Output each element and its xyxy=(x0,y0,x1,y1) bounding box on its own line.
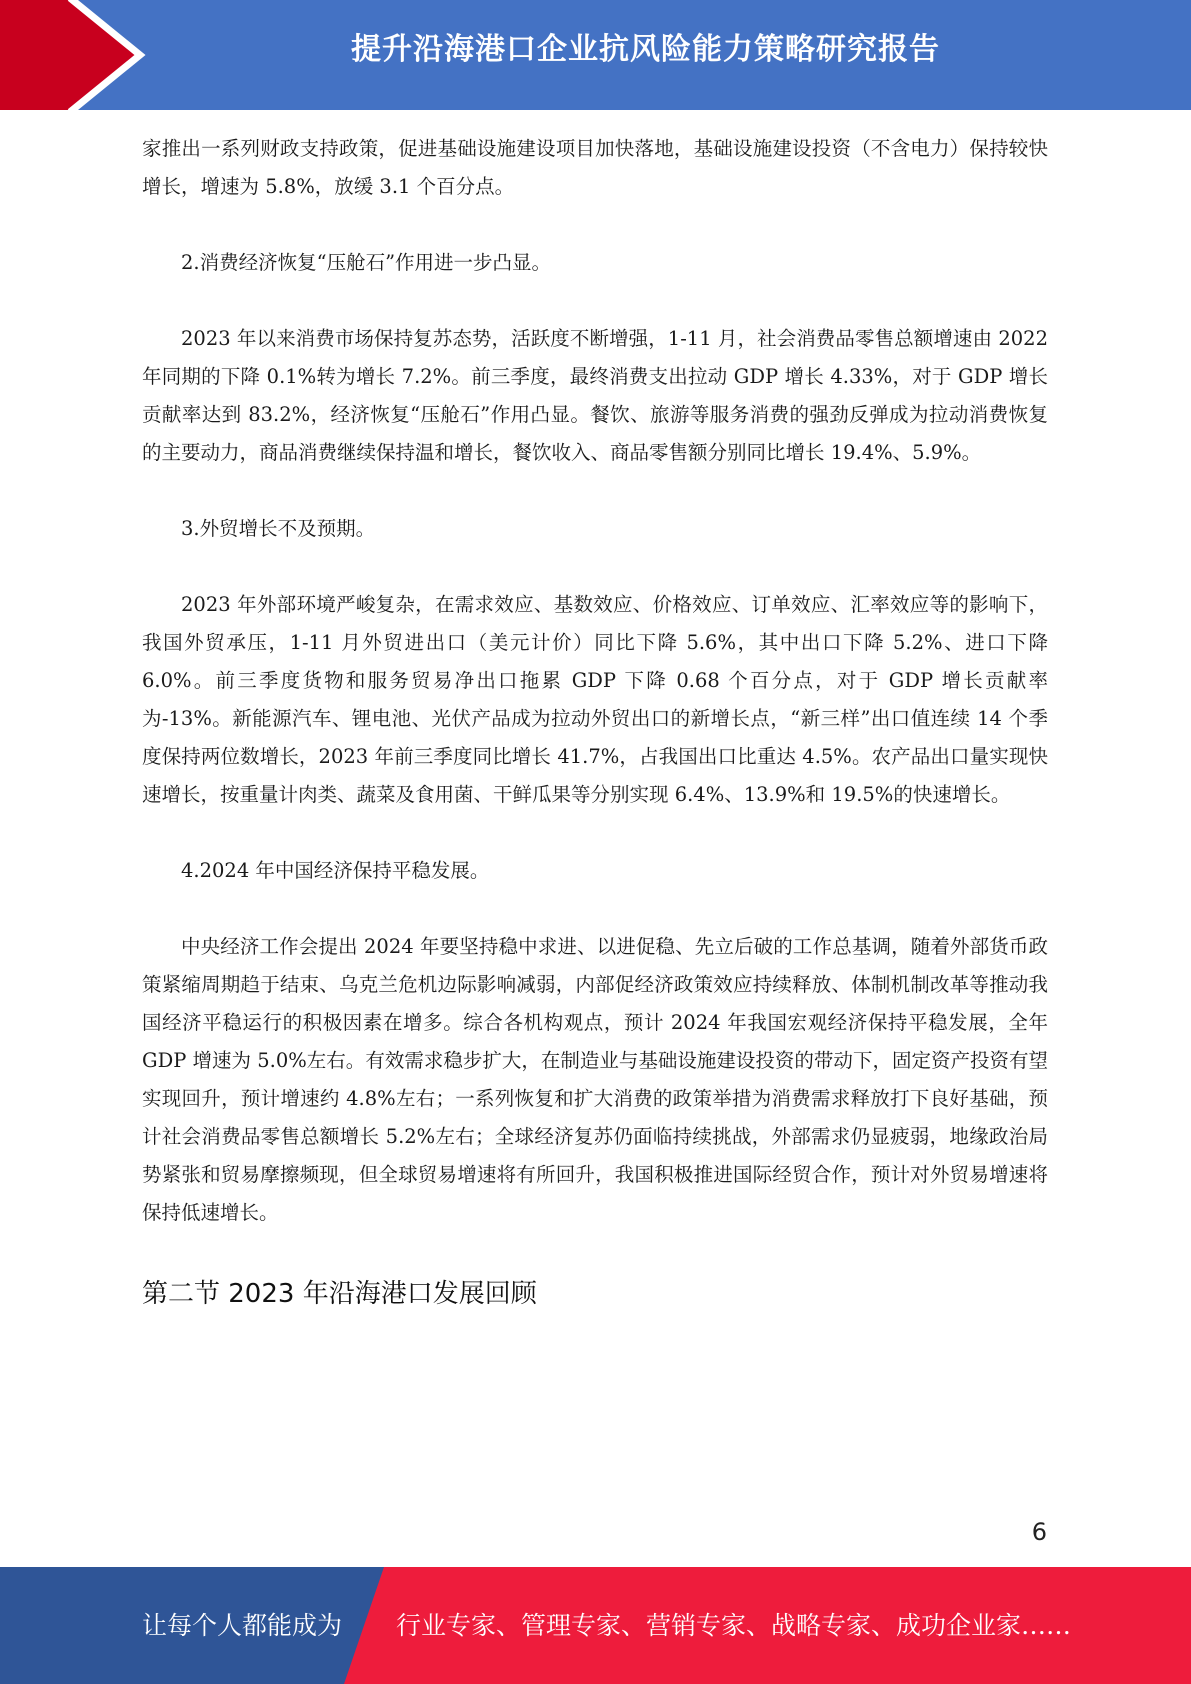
item-heading-consumption: 2.消费经济恢复“压舱石”作用进一步凸显。 xyxy=(181,251,552,274)
spacer xyxy=(142,282,1048,320)
spacer xyxy=(142,814,1048,852)
paragraph-foreign-trade: 2023 年外部环境严峻复杂，在需求效应、基数效应、价格效应、订单效应、汇率效应等的影响下，我国外贸承压，1-11 月外贸进出口（美元计价）同比下降 5.6%，其中出口下降 5.2%、进口下降 6.0%。前三季度货物和服务贸易净出口拖累 GDP 下降 0.68 个百分点，对于 GDP 增长贡献率为-13%。新能源汽车、锂电池、光伏产品成为拉动外贸出口的新增长点，“新三样”出口值连续 14 个季度保持两位数增长，2023 年前三季度同比增长 41.7%，占我国出口比重达 4.5%。农产品出口量实现快速增长，按重量计肉类、蔬菜及食用菌、干鲜瓜果等分别实现 6.4%、13.9%和 19.5%的快速增长。 xyxy=(142,593,1048,806)
paragraph-infrastructure-continued: 家推出一系列财政支持政策，促进基础设施建设项目加快落地，基础设施建设投资（不含电力）保持较快增长，增速为 5.8%，放缓 3.1 个百分点。 xyxy=(142,137,1048,198)
section-heading: 第二节 2023 年沿海港口发展回顾 xyxy=(142,1279,537,1309)
spacer xyxy=(142,472,1048,510)
item-heading-2024-outlook: 4.2024 年中国经济保持平稳发展。 xyxy=(181,859,490,882)
header-chevron-decoration xyxy=(0,0,160,110)
page-number: 6 xyxy=(1031,1518,1047,1546)
report-title: 提升沿海港口企业抗风险能力策略研究报告 xyxy=(351,32,940,67)
spacer xyxy=(142,1232,1048,1274)
footer-slogan-left: 让每个人都能成为 xyxy=(142,1611,343,1640)
footer-slogan-right: 行业专家、管理专家、营销专家、战略专家、成功企业家…… xyxy=(396,1611,1072,1640)
page-footer xyxy=(0,1567,1191,1684)
paragraph-consumption: 2023 年以来消费市场保持复苏态势，活跃度不断增强，1-11 月，社会消费品零售总额增速由 2022 年同期的下降 0.1%转为增长 7.2%。前三季度，最终消费支出拉动 GDP 增长 4.33%，对于 GDP 增长贡献率达到 83.2%，经济恢复“压舱石”作用凸显。餐饮、旅游等服务消费的强劲反弹成为拉动消费恢复的主要动力，商品消费继续保持温和增长，餐饮收入、商品零售额分别同比增长 19.4%、5.9%。 xyxy=(142,327,1048,464)
page-header xyxy=(0,0,1191,110)
spacer xyxy=(142,890,1048,928)
item-heading-foreign-trade: 3.外贸增长不及预期。 xyxy=(181,517,376,540)
chevron-red-shape xyxy=(0,0,140,110)
spacer xyxy=(142,206,1048,244)
paragraph-2024-outlook: 中央经济工作会提出 2024 年要坚持稳中求进、以进促稳、先立后破的工作总基调，随着外部货币政策紧缩周期趋于结束、乌克兰危机边际影响减弱，内部促经济政策效应持续释放、体制机制改革等推动我国经济平稳运行的积极因素在增多。综合各机构观点，预计 2024 年我国宏观经济保持平稳发展，全年 GDP 增速为 5.0%左右。有效需求稳步扩大，在制造业与基础设施建设投资的带动下，固定资产投资有望实现回升，预计增速约 4.8%左右；一系列恢复和扩大消费的政策举措为消费需求释放打下良好基础，预计社会消费品零售总额增长 5.2%左右；全球经济复苏仍面临持续挑战，外部需求仍显疲弱，地缘政治局势紧张和贸易摩擦频现，但全球贸易增速将有所回升，我国积极推进国际经贸合作，预计对外贸易增速将保持低速增长。 xyxy=(142,935,1048,1224)
spacer xyxy=(142,548,1048,586)
document-body xyxy=(142,130,1048,1314)
